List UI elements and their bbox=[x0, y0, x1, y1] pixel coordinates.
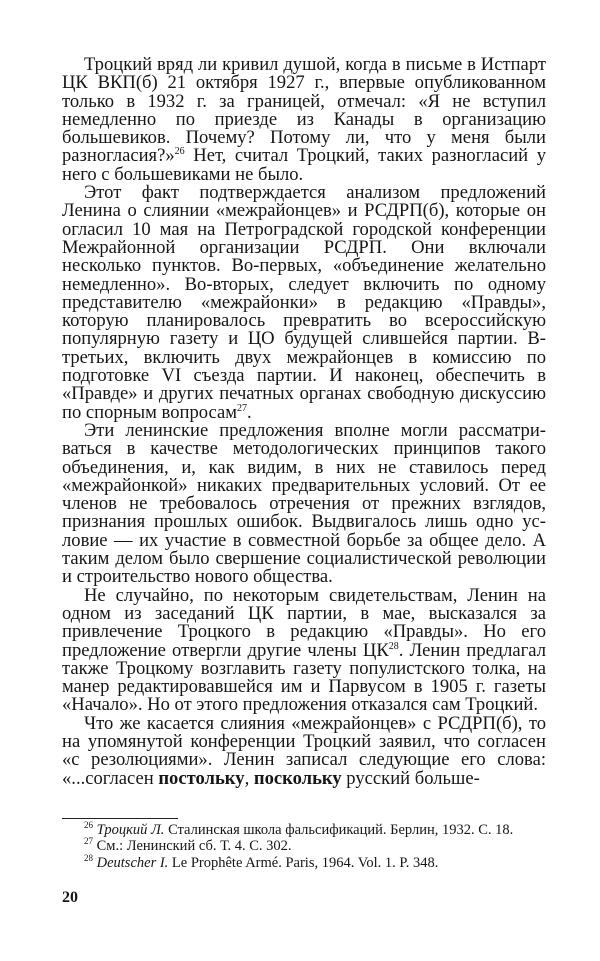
main-text bbox=[62, 56, 546, 788]
footnote-divider bbox=[62, 818, 178, 819]
paragraph-5: Что же касается слияния «межрайонцев» с РСДРП(б), то на упомянутой конференции Троцкий заявил, что согласен «с резолюциями». Ленин записал следующие его слова: «...согласен постольку, поскольку русский больше- bbox=[62, 712, 546, 789]
footnote-author: Deutscher I. bbox=[96, 854, 169, 871]
footnote-27: $^{27}$ См.: Ленинский сб. Т. 4. С. 302. bbox=[84, 836, 292, 855]
paragraph-1: Троцкий вряд ли кривил душой, когда в письме в Истпарт ЦК ВКП(б) 21 октября 1927 г., впервые опубликованном только в 1932 г. за границей, отмечал: «Я не вступил немедленно по приезде из Канады в организацию большевиков. Почему? Потому ли, что у меня были разногласия?»$^{26}$ Нет, считал Троцкий, таких разногласий у него с большевиками не было. bbox=[62, 54, 546, 185]
footnote-ref-26: 26 bbox=[174, 146, 185, 158]
page-number: 20 bbox=[62, 889, 78, 906]
footnote-ref-28: 28 bbox=[388, 640, 399, 652]
emphasis-poskolku: поскольку bbox=[253, 767, 342, 789]
paragraph-4: Не случайно, по некоторым свидетельствам, Ленин на одном из заседаний ЦК партии, в мае, высказался за привлечение Троцкого в редакцию «Правды». Но его предложение отвергли другие члены ЦК$^{28}$. Ленин предлагал также Троцкому возглавить газету популистского толка, на манер редактировавшейся им и Парвусом в 1905 г. газеты «Начало». Но от этого предложения отказался сам Троцкий. bbox=[62, 584, 546, 716]
paragraph-3: Эти ленинские предложения вполне могли рассматриваться в качестве методологических принципов такого объединения, и, как видим, в них не ставилось перед «межрайонкой» никаких предварительных условий. От ее членов не требовалось отречения от прежних взглядов, признания прошлых ошибок. Выдвигалось лишь одно условие — их участие в совместной борьбе за общее дело. А таким делом было свершение социалистической революции и строительство нового общества. bbox=[62, 419, 546, 588]
footnotes bbox=[62, 822, 546, 871]
footnote-author: Троцкий Л. bbox=[96, 822, 165, 838]
emphasis-postolku: постольку bbox=[158, 767, 245, 789]
footnote-28: $^{28}$ Deutscher I. Le Prophête Armé. Paris, 1964. Vol. 1. P. 348. bbox=[84, 852, 439, 871]
footnote-ref-27: 27 bbox=[237, 402, 248, 414]
footnote-26: $^{26}$ Троцкий Л. Сталинская школа фальсификаций. Берлин, 1932. С. 18. bbox=[84, 820, 514, 838]
paragraph-2: Этот факт подтверждается анализом предложений Ленина о слиянии «межрайонцев» и РСДРП(б), которые он огласил 10 мая на Петроградской городской конференции Межрайонной организации РСДРП. Они включали несколько пунктов. Во-первых, «объединение желательно немедленно». Во-вторых, следует включить по одному представителю «межрайонки» в редакцию «Правды», которую планировалось превратить во всероссийскую популярную газету и ЦО будущей слившейся партии. В-третьих, включить двух межрайонцев в комиссию по подготовке VI съезда партии. И наконец, обеспечить в «Правде» и других печатных органах свободную дискуссию по спорным вопросам$^{27}$. bbox=[62, 182, 546, 423]
